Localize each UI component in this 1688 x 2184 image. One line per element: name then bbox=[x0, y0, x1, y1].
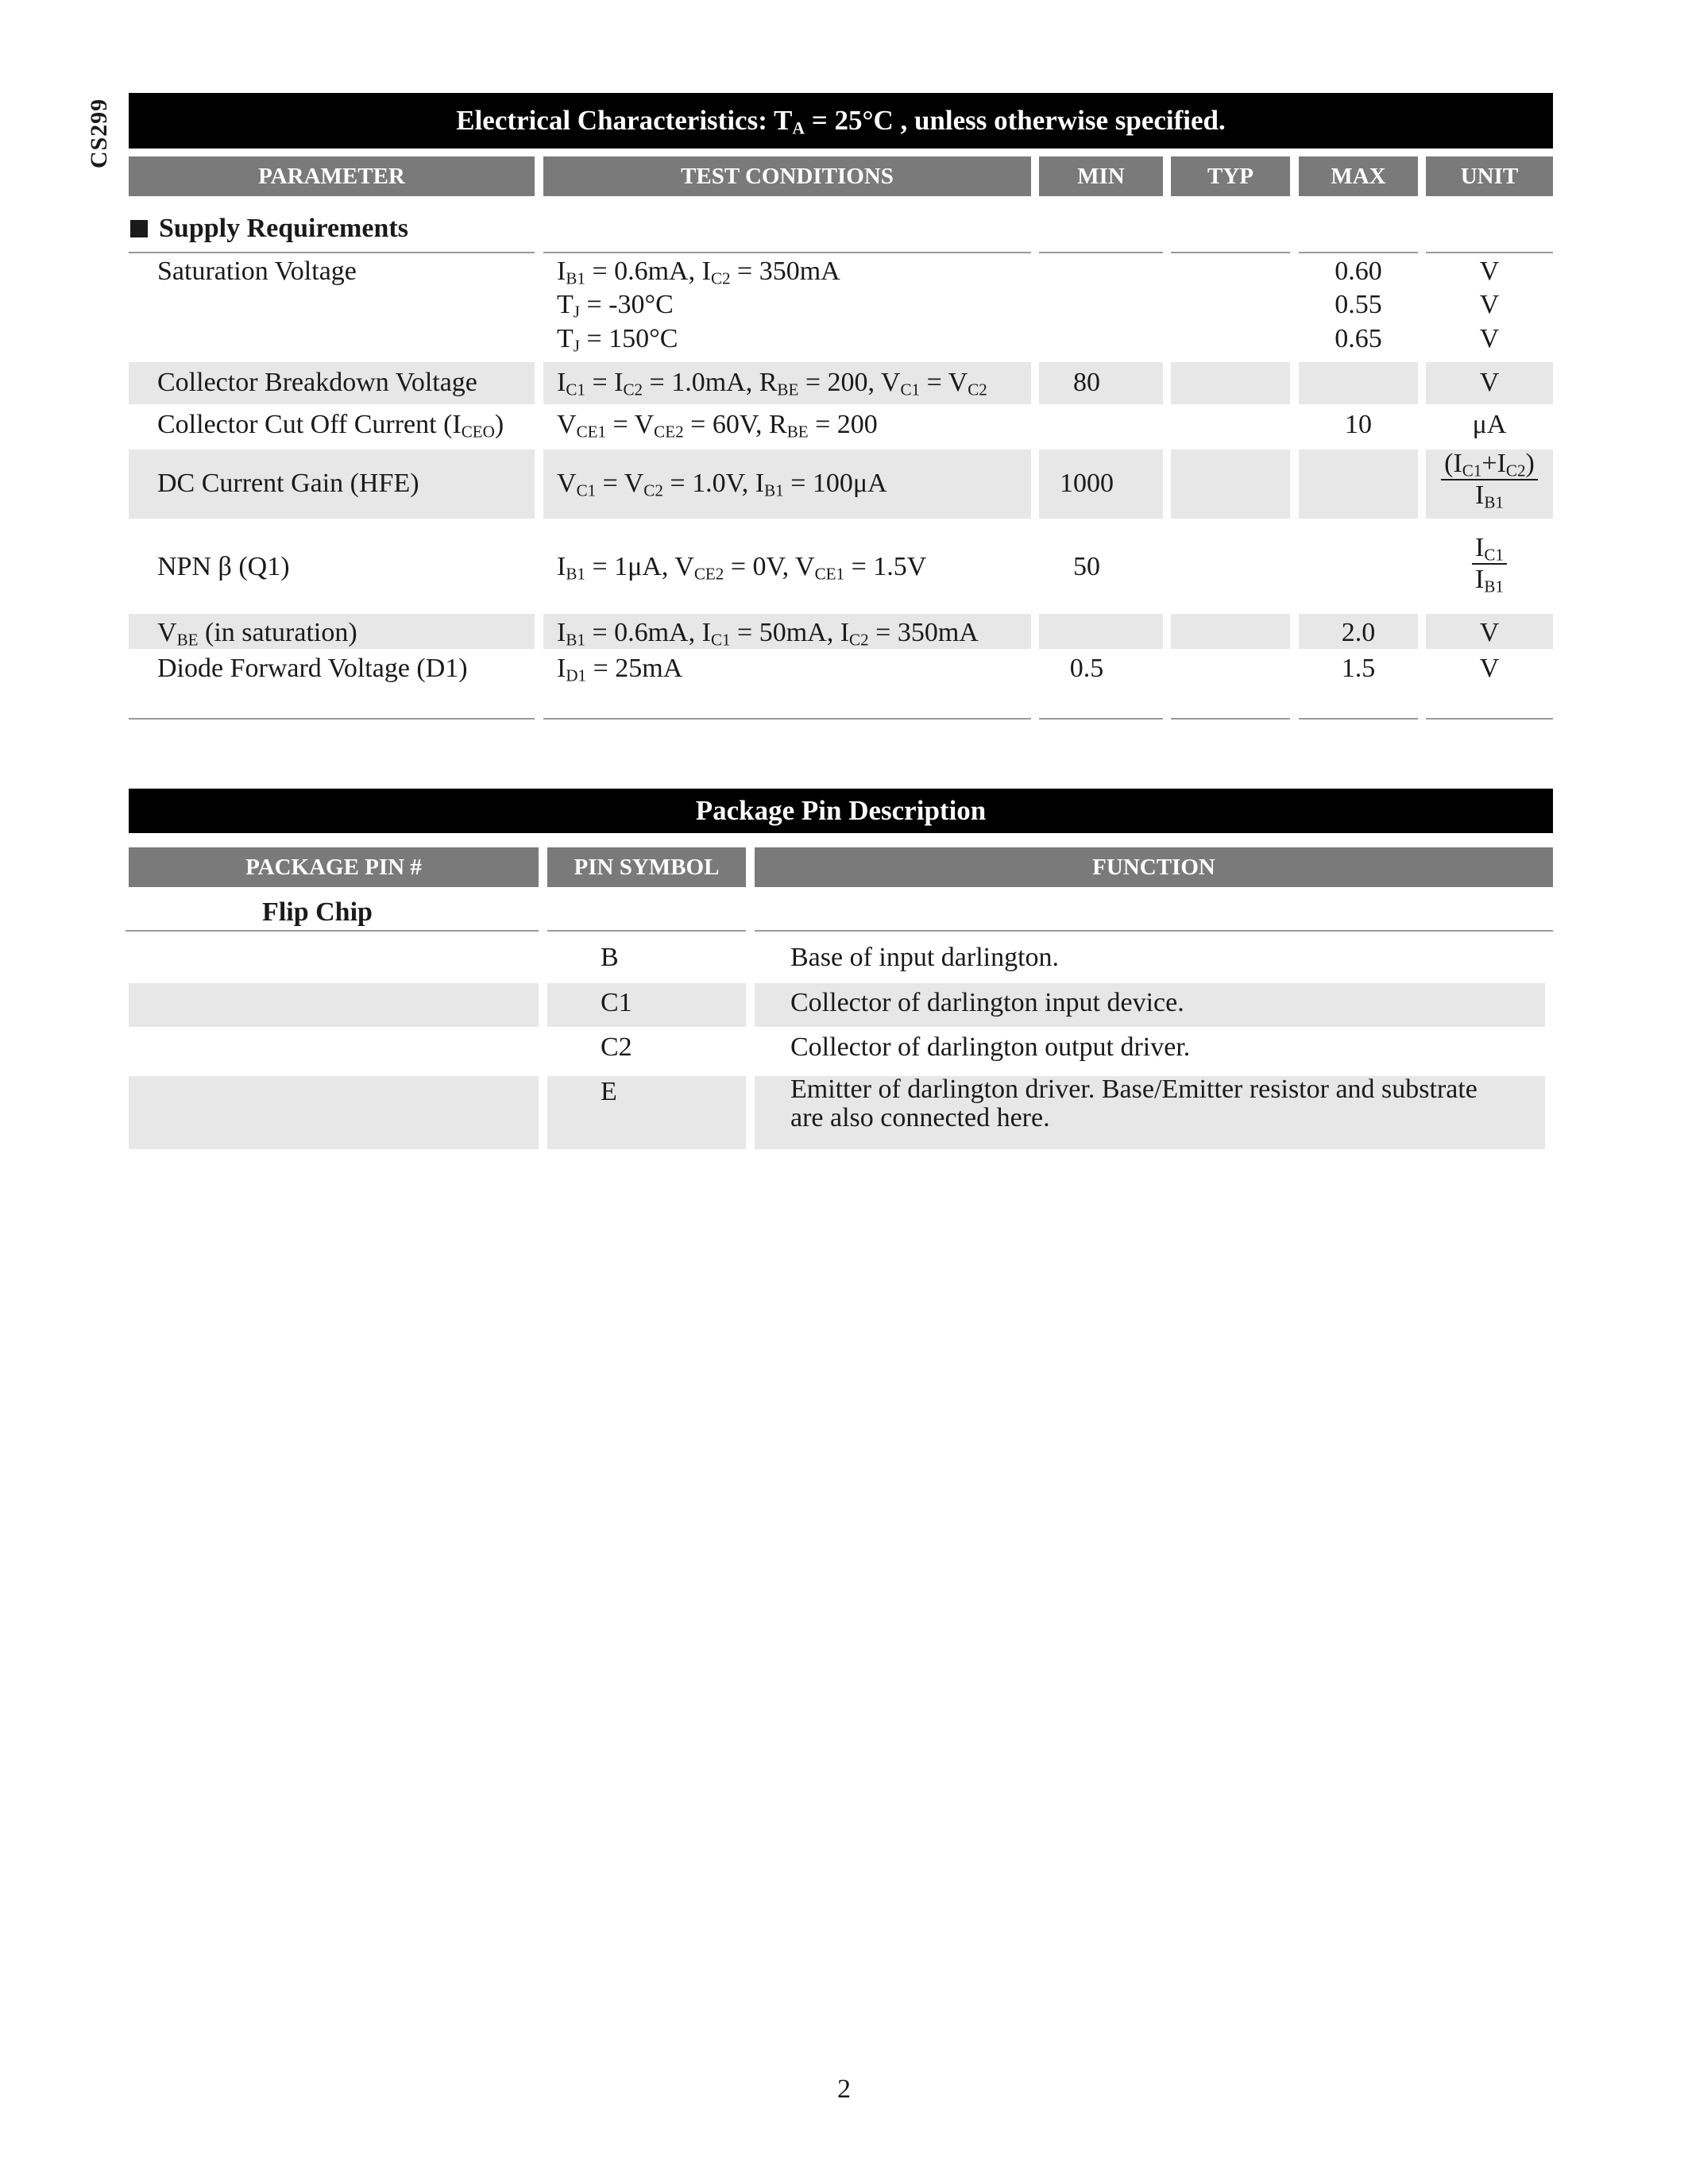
section-rule bbox=[1039, 252, 1163, 253]
param-collector-breakdown: Collector Breakdown Voltage bbox=[157, 368, 477, 397]
pin-symbol-e: E bbox=[601, 1077, 617, 1106]
pin-symbol-b: B bbox=[601, 943, 619, 972]
pin-function-c2: Collector of darlington output driver. bbox=[790, 1032, 1191, 1062]
table-bottom-rule bbox=[1039, 718, 1163, 720]
header-test-conditions: TEST CONDITIONS bbox=[543, 156, 1031, 196]
header-min: MIN bbox=[1039, 156, 1163, 196]
max-vbe-saturation: 2.0 bbox=[1341, 618, 1376, 647]
pkg-subheader-rule bbox=[126, 930, 539, 932]
section-bullet-icon bbox=[130, 220, 148, 237]
title-prefix: Electrical Characteristics: T bbox=[456, 105, 793, 136]
row-shade bbox=[1171, 362, 1290, 404]
min-npn-beta: 50 bbox=[1073, 552, 1100, 581]
unit-denominator: $I_{B1}$ bbox=[1475, 565, 1504, 596]
max-diode-forward: 1.5 bbox=[1341, 654, 1376, 683]
max-saturation-voltage-2: 0.55 bbox=[1335, 290, 1382, 319]
unit-collector-breakdown: V bbox=[1479, 368, 1500, 397]
min-collector-breakdown: 80 bbox=[1073, 368, 1100, 397]
title-suffix: = 25°C , unless otherwise specified. bbox=[805, 105, 1226, 136]
document-id: CS299 bbox=[86, 98, 112, 169]
unit-saturation-voltage-1: V bbox=[1479, 257, 1500, 286]
param-dc-current-gain: DC Current Gain (HFE) bbox=[157, 469, 419, 498]
package-pin-title: Package Pin Description bbox=[129, 789, 1553, 833]
pin-function-b: Base of input darlington. bbox=[790, 943, 1060, 972]
page-number: 2 bbox=[837, 2074, 851, 2104]
row-shade bbox=[1299, 362, 1418, 404]
unit-numerator: $I_{C1}$ bbox=[1472, 533, 1507, 565]
cond-saturation-voltage-1: $I_{B1} = 0.6mA$, $I_{C2} = 350mA$ bbox=[557, 257, 840, 288]
min-dc-current-gain: 1000 bbox=[1060, 469, 1114, 498]
header-parameter: PARAMETER bbox=[129, 156, 535, 196]
row-shade bbox=[1171, 450, 1290, 519]
row-shade bbox=[1039, 614, 1163, 649]
header-function: FUNCTION bbox=[755, 847, 1553, 887]
unit-denominator: $I_{B1}$ bbox=[1475, 480, 1504, 512]
param-vbe-saturation: $V_{BE}$ (in saturation) bbox=[157, 618, 357, 650]
cond-npn-beta: $I_{B1} = 1\mu A$, $V_{CE2} = 0V$, $V_{CE1} = 1.5V$ bbox=[557, 552, 927, 584]
row-shade bbox=[547, 1076, 746, 1149]
table-bottom-rule bbox=[543, 718, 1031, 720]
cond-saturation-voltage-3: $T_J = 150^\circ C$ bbox=[557, 324, 678, 356]
pin-symbol-c1: C1 bbox=[601, 988, 632, 1017]
pin-function-c1: Collector of darlington input device. bbox=[790, 988, 1184, 1017]
section-heading: Supply Requirements bbox=[159, 214, 408, 243]
unit-collector-cutoff: μA bbox=[1472, 410, 1507, 439]
section-rule bbox=[1426, 252, 1553, 253]
cond-diode-forward: $I_{D1} = 25mA$ bbox=[557, 654, 683, 685]
pin-function-e-line1: Emitter of darlington driver. Base/Emitter resistor and substrate bbox=[790, 1075, 1477, 1104]
pkg-subheader-rule bbox=[547, 930, 746, 932]
electrical-characteristics-title bbox=[129, 93, 1553, 149]
param-collector-cutoff: Collector Cut Off Current $(I_{CEO})$ bbox=[157, 410, 504, 442]
flip-chip-subheader: Flip Chip bbox=[262, 897, 373, 927]
section-rule bbox=[129, 252, 535, 253]
cond-collector-cutoff: $V_{CE1} = V_{CE2} = 60V$, $R_{BE} = 200$ bbox=[557, 410, 878, 442]
param-saturation-voltage: Saturation Voltage bbox=[157, 257, 357, 286]
table-bottom-rule bbox=[1426, 718, 1553, 720]
unit-vbe-saturation: V bbox=[1479, 618, 1500, 647]
header-unit: UNIT bbox=[1426, 156, 1553, 196]
max-saturation-voltage-3: 0.65 bbox=[1335, 324, 1382, 353]
max-saturation-voltage-1: 0.60 bbox=[1335, 257, 1382, 286]
cond-dc-current-gain: $V_{C1} = V_{C2} = 1.0V$, $I_{B1} = 100\mu A$ bbox=[557, 469, 887, 500]
param-diode-forward: Diode Forward Voltage (D1) bbox=[157, 654, 468, 683]
cond-vbe-saturation: $I_{B1} = 0.6mA$, $I_{C1} = 50mA$, $I_{C2} = 350mA$ bbox=[557, 618, 979, 650]
row-shade bbox=[1299, 450, 1418, 519]
table-bottom-rule bbox=[1171, 718, 1290, 720]
header-typ: TYP bbox=[1171, 156, 1290, 196]
unit-saturation-voltage-2: V bbox=[1479, 290, 1500, 319]
pin-function-e-line2: are also connected here. bbox=[790, 1103, 1050, 1133]
title-subscript: A bbox=[792, 118, 805, 138]
table-bottom-rule bbox=[129, 718, 535, 720]
header-max: MAX bbox=[1299, 156, 1418, 196]
pkg-subheader-rule bbox=[755, 930, 1553, 932]
header-pin-symbol: PIN SYMBOL bbox=[547, 847, 746, 887]
row-shade bbox=[129, 983, 539, 1027]
row-shade bbox=[129, 1076, 539, 1149]
table-bottom-rule bbox=[1299, 718, 1418, 720]
row-shade bbox=[1171, 614, 1290, 649]
unit-saturation-voltage-3: V bbox=[1479, 324, 1500, 353]
max-collector-cutoff: 10 bbox=[1345, 410, 1372, 439]
cond-saturation-voltage-2: $T_J = -30^\circ C$ bbox=[557, 290, 674, 322]
unit-dc-current-gain bbox=[1426, 449, 1553, 511]
min-diode-forward: 0.5 bbox=[1069, 654, 1104, 683]
section-rule bbox=[1299, 252, 1418, 253]
row-shade bbox=[547, 983, 746, 1027]
cond-collector-breakdown: $I_{C1} = I_{C2} = 1.0mA$, $R_{BE} = 200$, $V_{C1} = V_{C2}$ bbox=[557, 368, 987, 399]
section-rule bbox=[543, 252, 1031, 253]
unit-npn-beta bbox=[1426, 533, 1553, 595]
unit-numerator: $(I_{C1}+I_{C2})$ bbox=[1441, 449, 1538, 480]
header-package-pin: PACKAGE PIN # bbox=[129, 847, 539, 887]
pin-symbol-c2: C2 bbox=[601, 1032, 632, 1062]
unit-diode-forward: V bbox=[1479, 654, 1500, 683]
section-rule bbox=[1171, 252, 1290, 253]
param-npn-beta: NPN β (Q1) bbox=[157, 552, 290, 581]
